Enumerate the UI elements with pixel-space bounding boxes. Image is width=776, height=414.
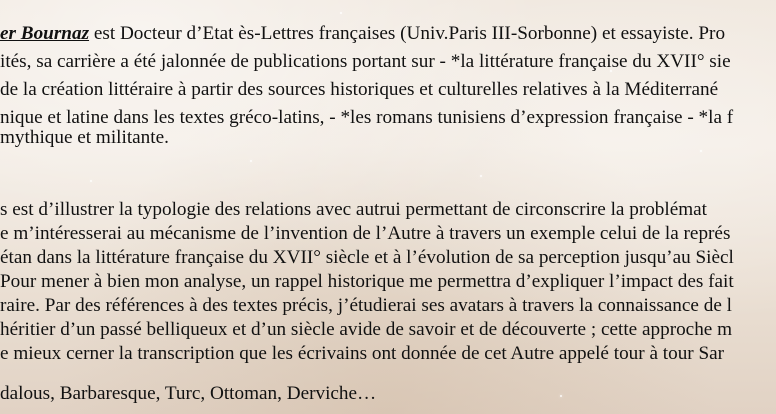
bio-line: mythique et militante. (0, 127, 169, 148)
background-sparkle (480, 175, 482, 177)
abstract-line: e mieux cerner la transcription que les écrivains ont donnée de cet Autre appelé tour à tour Sar (0, 343, 725, 364)
abstract-line: Pour mener à bien mon analyse, un rappel historique me permettra d’expliquer l’impact des fait (0, 271, 734, 292)
background-sparkle (90, 180, 92, 182)
bio-line (0, 22, 725, 46)
background-sparkle (250, 160, 252, 162)
background-sparkle (700, 150, 702, 152)
author-name: er Bournaz (0, 23, 90, 44)
abstract-line: e m’intéresserai au mécanisme de l’invention de l’Autre à travers un exemple celui de la représ (0, 223, 731, 244)
background-sparkle (340, 12, 342, 14)
background-sparkle (560, 395, 562, 397)
abstract-line: dalous, Barbaresque, Turc, Ottoman, Derviche… (0, 383, 377, 404)
abstract-line: étan dans la littérature française du XVII° siècle et à l’évolution de sa perception jusqu’au Siècl (0, 247, 734, 268)
abstract-line: s est d’illustrer la typologie des relations avec autrui permettant de circonscrire la problémat (0, 199, 708, 220)
bio-line-text: est Docteur d’Etat ès-Lettres françaises (Univ.Paris III-Sorbonne) et essayiste. Pro (89, 23, 726, 44)
bio-line: de la création littéraire à partir des sources historiques et culturelles relatives à la Méditerrané (0, 79, 719, 100)
bio-line: nique et latine dans les textes gréco-latins, - *les romans tunisiens d’expression française - *la f (0, 107, 734, 128)
abstract-line: héritier d’un passé belliqueux et d’un siècle avide de savoir et de découverte ; cette approche m (0, 319, 733, 340)
bio-line: ités, sa carrière a été jalonnée de publications portant sur - *la littérature française du XVII° sie (0, 51, 731, 72)
abstract-line: raire. Par des références à des textes précis, j’étudierai ses avatars à travers la connaissance de l (0, 295, 732, 316)
